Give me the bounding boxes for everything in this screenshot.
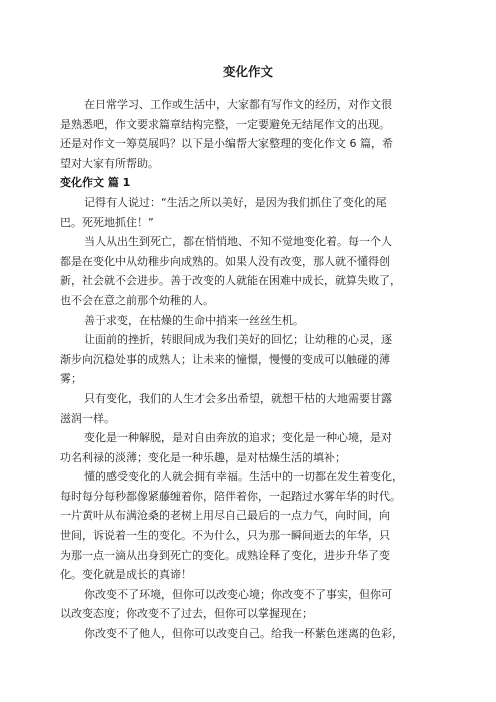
text-line: 变化是一种解脱，是对自由奔放的追求；变化是一种心境，是对 — [84, 431, 392, 445]
text-line: 你改变不了他人，但你可以改变自己。给我一杯紫色迷离的色彩， — [84, 627, 403, 641]
text-line: 巴。死死地抓住！” — [60, 215, 154, 229]
document-body — [60, 95, 438, 644]
text-line: 渐步向沉稳处事的成熟人；让未来的憧憬，慢慢的变成可以触碰的薄 — [60, 352, 390, 366]
text-line: 只有变化，我们的人生才会多出希望，就想干枯的大地需要甘露 — [84, 391, 392, 405]
text-line: 都是在变化中从幼稚步向成熟的。如果人没有改变，那人就不懂得创 — [60, 254, 390, 268]
text-line: 为那一点一滴从出身到死亡的变化。成熟诠释了变化，进步升华了变 — [60, 548, 390, 562]
text-line: 也不会在意之前那个幼稚的人。 — [60, 293, 214, 307]
text-line: 懂的感受变化的人就会拥有幸福。生活中的一切都在发生着变化， — [84, 470, 403, 484]
text-line: 一片黄叶从布满沧桑的老树上用尽自己最后的一点力气，向时间，向 — [60, 509, 390, 523]
text-line: 当人从出生到死亡，都在悄悄地、不知不觉地变化着。每一个人 — [84, 235, 392, 249]
text-line: 新，社会就不会进步。善于改变的人就能在困难中成长，就算失败了， — [60, 274, 401, 288]
text-line: 记得有人说过：“生活之所以美好，是因为我们抓住了变化的尾 — [84, 195, 387, 209]
text-line: 化。变化就是成长的真谛！ — [60, 568, 192, 582]
text-line: 是熟悉吧，作文要求篇章结构完整，一定要避免无结尾作文的出现。 — [60, 117, 390, 131]
text-line: 还是对作文一筹莫展吗？以下是小编帮大家整理的变化作文 6 篇，希 — [60, 137, 393, 151]
text-line: 在日常学习、工作或生活中，大家都有写作文的经历，对作文很 — [84, 98, 392, 111]
text-line: 让面前的挫折，转眼间成为我们美好的回忆；让幼稚的心灵，逐 — [84, 333, 392, 347]
text-line: 雾； — [60, 372, 82, 386]
text-line: 功名利禄的淡薄；变化是一种乐趣，是对枯燥生活的填补； — [60, 450, 346, 464]
section-heading: 变化作文 篇 1 — [60, 176, 131, 190]
text-line: 望对大家有所帮助。 — [60, 156, 159, 170]
text-line: 滋润一样。 — [60, 411, 115, 425]
text-line: 善于求变，在枯燥的生命中捎来一丝丝生机。 — [84, 313, 304, 327]
text-line: 世间，诉说着一生的变化。不为什么，只为那一瞬间逝去的年华，只 — [60, 529, 390, 543]
text-line: 以改变态度；你改变不了过去，但你可以掌握现在； — [60, 607, 313, 621]
text-line: 每时每分每秒都像紧藤缠着你，陪伴着你，一起踏过水雾年华的时代。 — [60, 489, 401, 503]
document-title: 变化作文 — [222, 64, 273, 79]
text-line: 你改变不了环境，但你可以改变心境；你改变不了事实，但你可 — [84, 587, 392, 601]
